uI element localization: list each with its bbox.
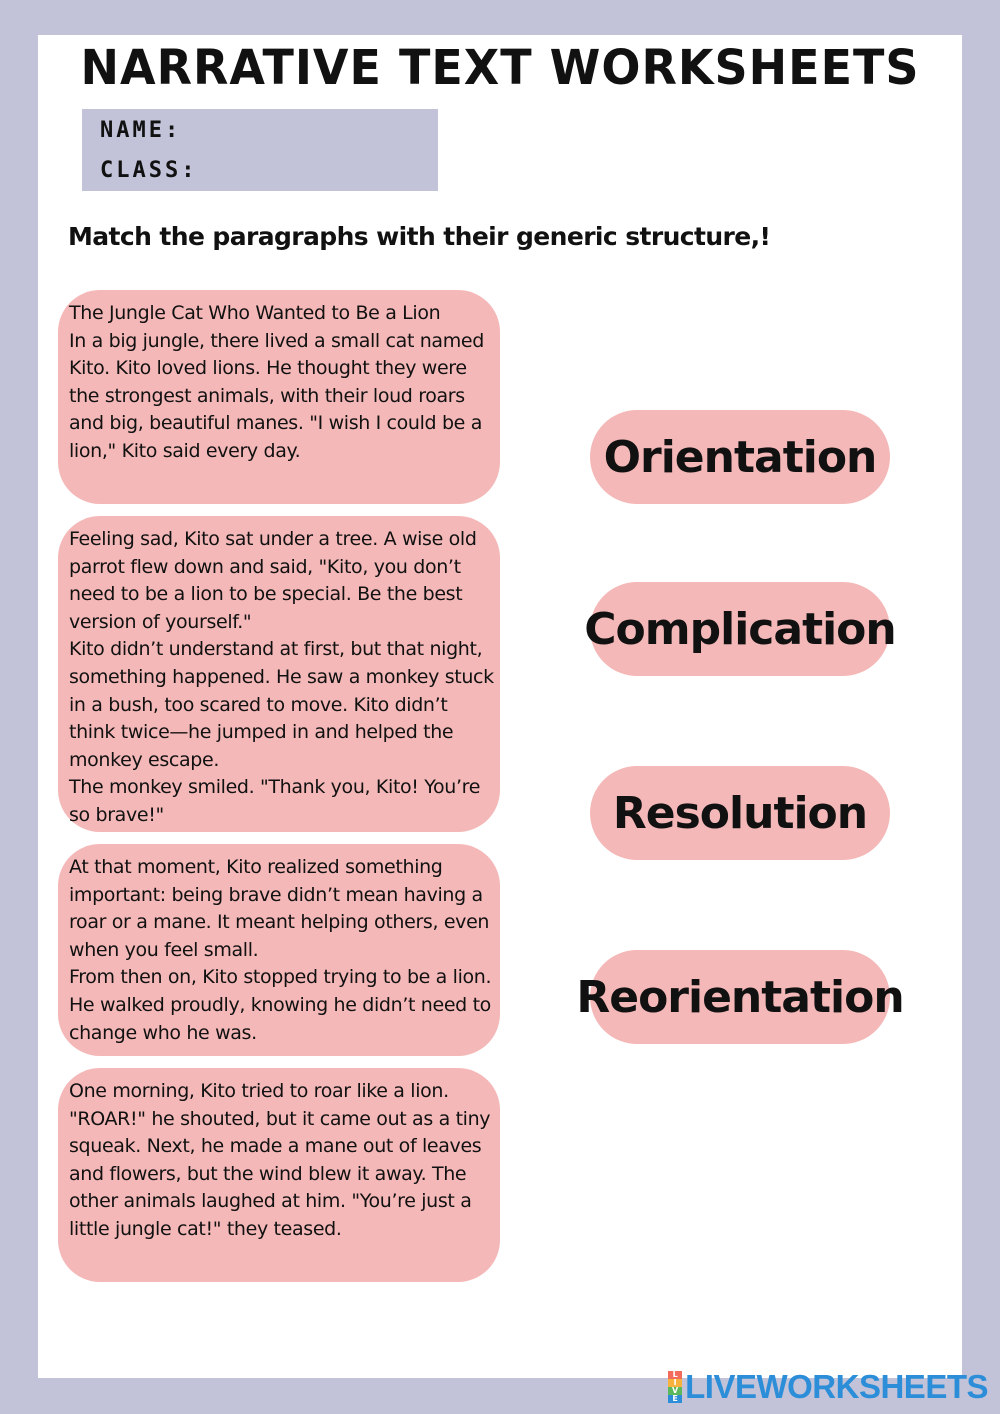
option-resolution[interactable]: Resolution xyxy=(590,766,890,860)
paragraph-card-4[interactable]: One morning, Kito tried to roar like a lion. "ROAR!" he shouted, but it came out as a tiny squeak. Next, he made a mane out of leaves and flowers, but the wind blew it away. The other animals laughed at him. "You’re just a little jungle cat!" they teased. xyxy=(58,1068,500,1282)
option-reorientation[interactable]: Reorientation xyxy=(590,950,890,1044)
paragraph-card-3[interactable]: At that moment, Kito realized something important: being brave didn’t mean having a roar or a mane. It meant helping others, even when you feel small. From then on, Kito stopped trying to be a lion. He walked proudly, knowing he didn’t need to change who he was. xyxy=(58,844,500,1056)
brand-name: LIVEWORKSHEETS xyxy=(685,1368,988,1405)
class-label: CLASS: xyxy=(100,158,198,183)
liveworksheets-logo xyxy=(668,1368,988,1406)
option-complication[interactable]: Complication xyxy=(590,582,890,676)
option-orientation[interactable]: Orientation xyxy=(590,410,890,504)
instruction-text: Match the paragraphs with their generic structure,! xyxy=(68,222,771,251)
name-label: NAME: xyxy=(100,118,182,143)
liveworksheets-mark-icon: L I V E xyxy=(668,1371,682,1403)
paragraph-card-1[interactable]: The Jungle Cat Who Wanted to Be a Lion In a big jungle, there lived a small cat named Kito. Kito loved lions. He thought they were the strongest animals, with their loud roars and big, beautiful manes. "I wish I could be a lion," Kito said every day. xyxy=(58,290,500,504)
worksheet-title: NARRATIVE TEXT WORKSHEETS xyxy=(80,38,920,96)
student-info-box xyxy=(82,109,438,191)
paragraph-card-2[interactable]: Feeling sad, Kito sat under a tree. A wise old parrot flew down and said, "Kito, you don’t need to be a lion to be special. Be the best version of yourself." Kito didn’t understand at first, but that night, something happened. He saw a monkey stuck in a bush, too scared to move. Kito didn’t think twice—he jumped in and helped the monkey escape. The monkey smiled. "Thank you, Kito! You’re so brave!" xyxy=(58,516,500,832)
